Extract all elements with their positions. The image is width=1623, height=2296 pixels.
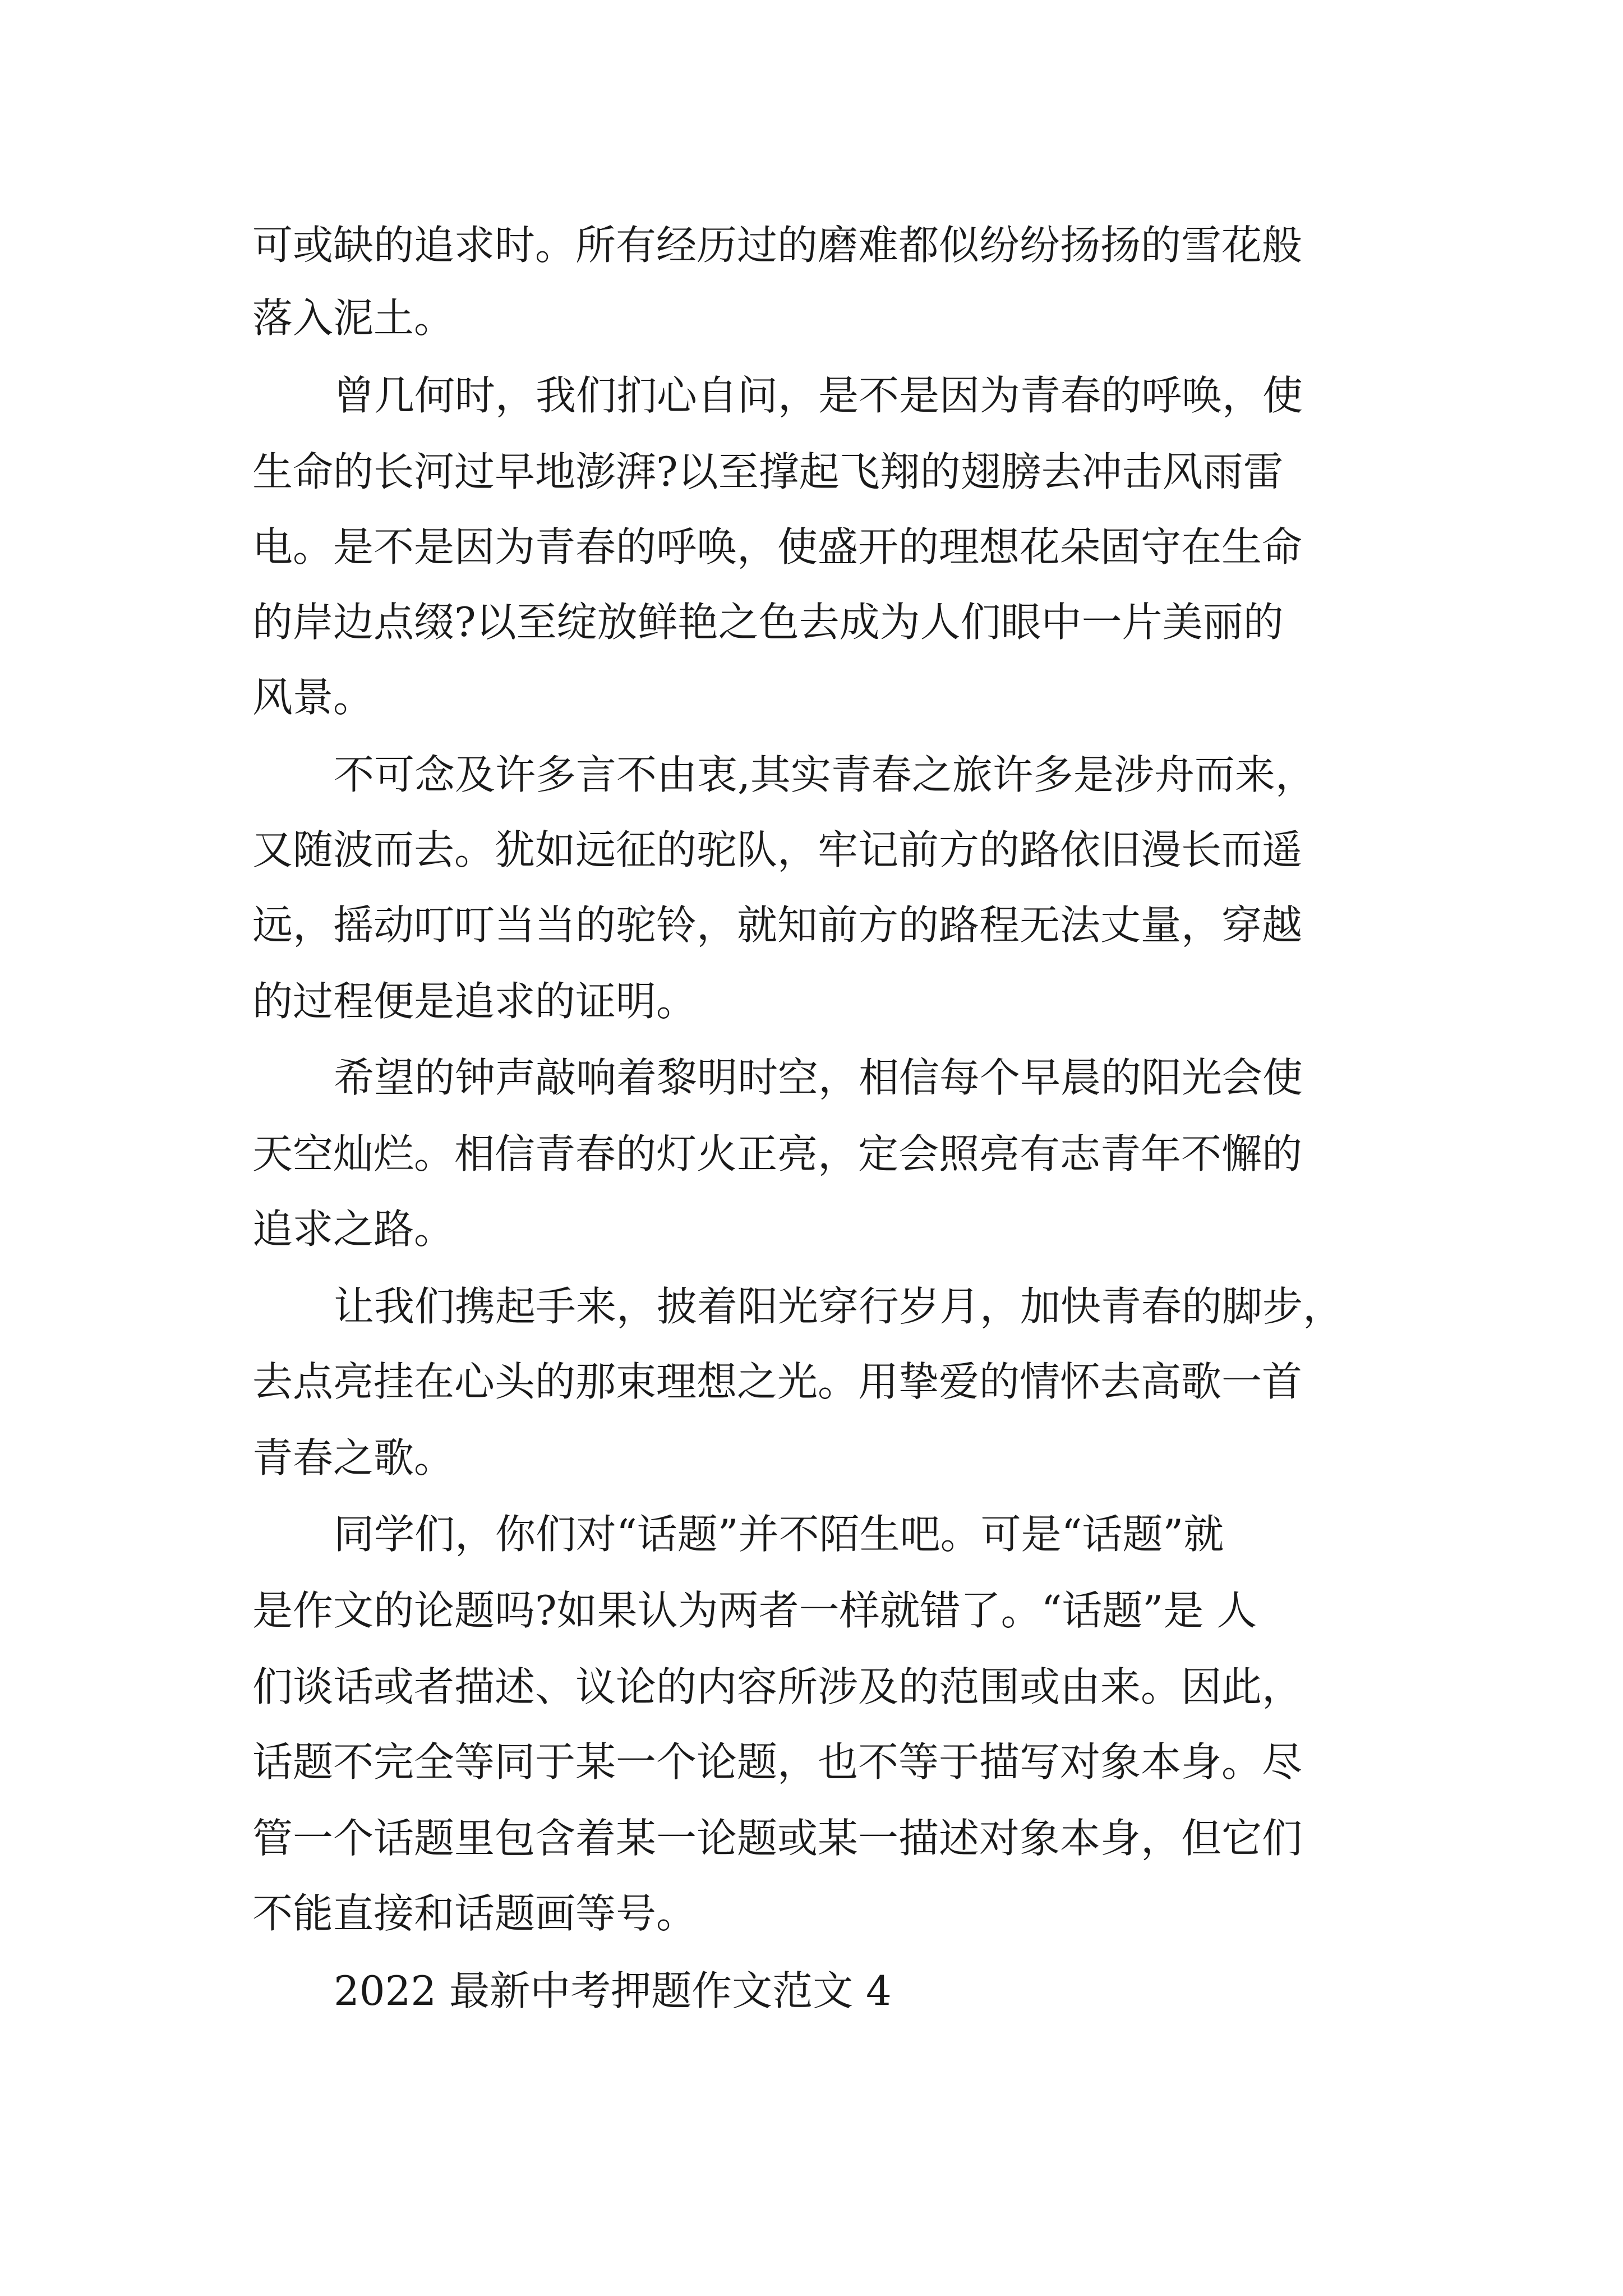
- text-line: 是作文的论题吗?如果认为两者一样就错了。“话题”是 人: [252, 1587, 1257, 1634]
- text-line: 让我们携起手来，披着阳光穿行岁月，加快青春的脚步，: [334, 1283, 1344, 1330]
- text-line: 不可念及许多言不由衷,其实青春之旅许多是涉舟而来，: [334, 751, 1316, 798]
- text-line: 生命的长河过早地澎湃?以至撑起飞翔的翅膀去冲击风雨雷: [252, 448, 1284, 495]
- text-line: 话题不完全等同于某一个论题，也不等于描写对象本身。尽: [252, 1738, 1303, 1786]
- text-line: 又随波而去。犹如远征的驼队，牢记前方的路依旧漫长而遥: [252, 826, 1303, 873]
- text-line: 的过程便是追求的证明。: [252, 978, 697, 1025]
- text-line: 的岸边点缀?以至绽放鲜艳之色去成为人们眼中一片美丽的: [252, 599, 1284, 646]
- section-heading: 2022 最新中考押题作文范文 4: [334, 1967, 892, 2014]
- text-line: 不能直接和话题画等号。: [252, 1890, 697, 1937]
- text-line: 管一个话题里包含着某一论题或某一描述对象本身，但它们: [252, 1815, 1303, 1862]
- text-line: 天空灿烂。相信青春的灯火正亮，定会照亮有志青年不懈的: [252, 1130, 1303, 1177]
- text-line: 青春之歌。: [252, 1434, 455, 1481]
- text-line: 落入泥土。: [252, 295, 455, 342]
- text-line: 可或缺的追求时。所有经历过的磨难都似纷纷扬扬的雪花般: [252, 222, 1303, 269]
- text-line: 追求之路。: [252, 1205, 455, 1253]
- text-line: 电。是不是因为青春的呼唤，使盛开的理想花朵固守在生命: [252, 523, 1303, 570]
- text-line: 风景。: [252, 674, 374, 721]
- text-line: 去点亮挂在心头的那束理想之光。用挚爱的情怀去高歌一首: [252, 1358, 1303, 1405]
- text-line: 同学们，你们对“话题”并不陌生吧。可是“话题”就: [334, 1511, 1224, 1558]
- text-line: 曾几何时，我们扪心自问，是不是因为青春的呼唤，使: [334, 372, 1303, 419]
- text-line: 希望的钟声敲响着黎明时空，相信每个早晨的阳光会使: [334, 1054, 1303, 1101]
- text-line: 远，摇动叮叮当当的驼铃，就知前方的路程无法丈量，穿越: [252, 901, 1303, 949]
- text-line: 们谈话或者描述、议论的内容所涉及的范围或由来。因此，: [252, 1663, 1303, 1710]
